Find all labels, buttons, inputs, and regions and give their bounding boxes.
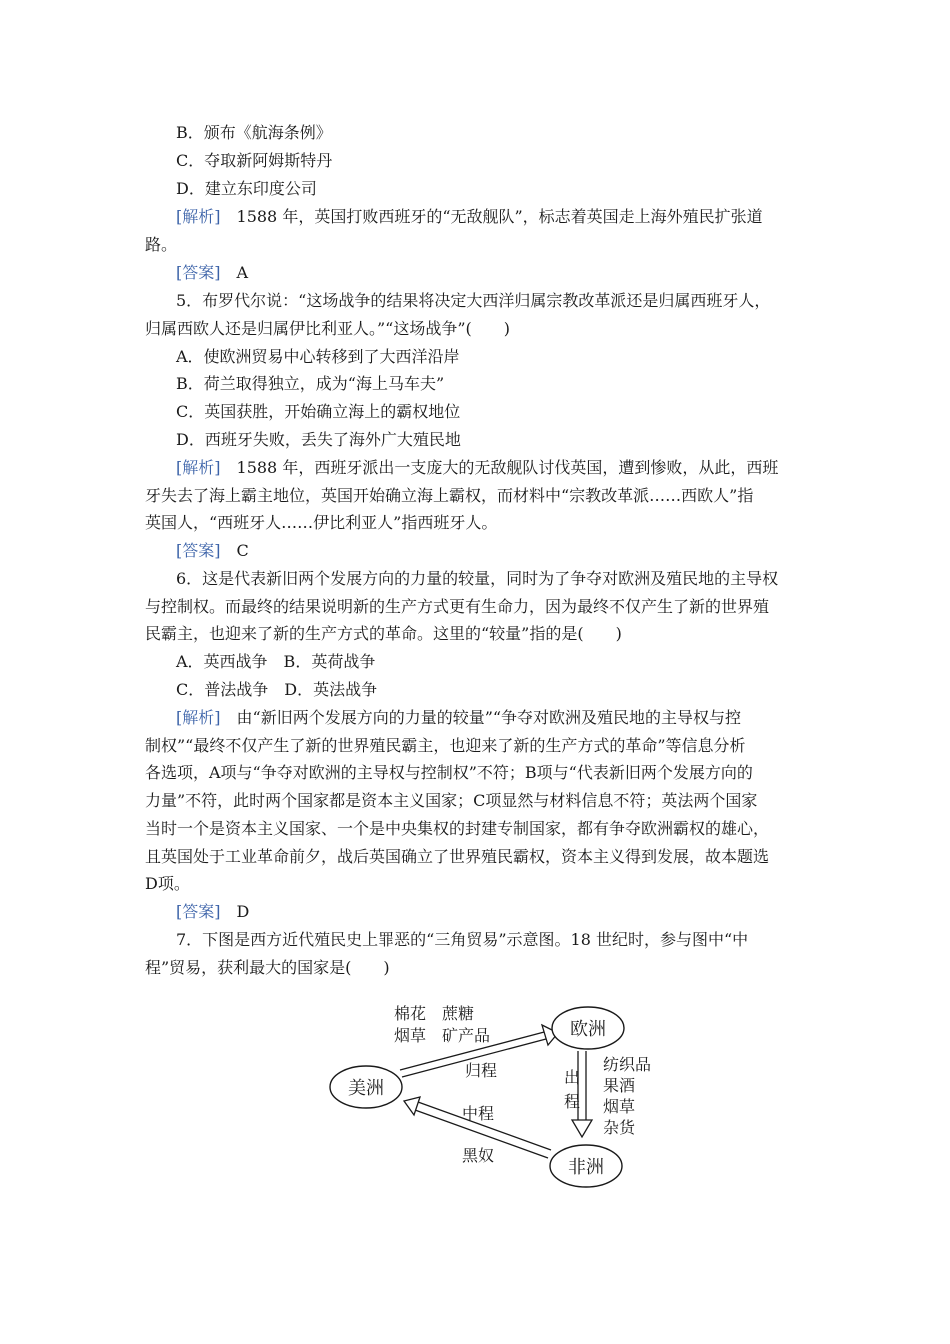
q6-answer [176, 902, 249, 922]
answer-tag: [答案] [176, 263, 221, 282]
return-route-label: 归程 [465, 1061, 498, 1080]
q7-stem-cont: 程”贸易，获利最大的国家是( ) [145, 958, 390, 977]
return-goods-line2: 烟草 矿产品 [394, 1026, 491, 1045]
q6-stem-cont: 民霸主，也迎来了新的生产方式的革命。这里的“较量”指的是( ) [145, 624, 622, 643]
q5-analysis-cont: 英国人，“西班牙人……伊比利亚人”指西班牙人。 [145, 513, 498, 532]
answer-tag: [答案] [176, 902, 221, 921]
q5-stem-cont: 归属西欧人还是归属伊比利亚人。”“这场战争”( ) [145, 319, 511, 338]
q5-analysis-text: 1588 年，西班牙派出一支庞大的无敌舰队讨伐英国，遭到惨败，从此，西班 [236, 458, 779, 477]
analysis-tag: [解析] [176, 708, 221, 727]
node-america [330, 1066, 402, 1108]
return-goods-line1: 棉花 蔗糖 [394, 1004, 475, 1023]
outbound-goods-4: 杂货 [603, 1118, 636, 1137]
q4-analysis-text: 1588 年，英国打败西班牙的“无敌舰队”，标志着英国走上海外殖民扩张道 [236, 207, 763, 226]
q6-analysis [176, 708, 741, 728]
node-europe-label: 欧洲 [570, 1019, 606, 1040]
q5-option-c: C．英国获胜，开始确立海上的霸权地位 [176, 402, 461, 421]
node-africa-label: 非洲 [568, 1157, 604, 1178]
q4-analysis [176, 207, 763, 227]
q5-analysis-cont: 牙失去了海上霸主地位，英国开始确立海上霸权，而材料中“宗教改革派……西欧人”指 [145, 486, 754, 505]
q4-option-d: D．建立东印度公司 [176, 179, 317, 198]
q6-options-ab: A．英西战争 B．英荷战争 [176, 652, 376, 671]
q4-answer-value: A [236, 263, 249, 282]
q7-stem: 7．下图是西方近代殖民史上罪恶的“三角贸易”示意图。18 世纪时，参与图中“中 [176, 930, 749, 949]
q6-answer-value: D [236, 902, 250, 921]
q6-options-cd: C．普法战争 D．英法战争 [176, 680, 378, 699]
q5-stem: 5．布罗代尔说：“这场战争的结果将决定大西洋归属宗教改革派还是归属西班牙人， [176, 291, 771, 310]
q6-analysis-cont: 当时一个是资本主义国家、一个是中央集权的封建专制国家，都有争夺欧洲霸权的雄心， [145, 819, 770, 838]
analysis-tag: [解析] [176, 207, 221, 226]
q6-stem: 6．这是代表新旧两个发展方向的力量的较量，同时为了争夺对欧洲及殖民地的主导权 [176, 569, 779, 588]
outbound-label-2: 程 [564, 1092, 581, 1111]
node-europe [552, 1007, 624, 1049]
outbound-label-1: 出 [564, 1068, 581, 1087]
q4-option-b: B．颁布《航海条例》 [176, 123, 332, 142]
q6-analysis-text: 由“新旧两个发展方向的力量的较量”“争夺对欧洲及殖民地的主导权与控 [236, 708, 742, 727]
q6-stem-cont: 与控制权。而最终的结果说明新的生产方式更有生命力，因为最终不仅产生了新的世界殖 [145, 597, 770, 616]
answer-tag: [答案] [176, 541, 221, 560]
q5-analysis [176, 458, 778, 478]
outbound-goods-3: 烟草 [603, 1097, 636, 1116]
q6-analysis-cont: D项。 [145, 874, 190, 893]
q6-analysis-cont: 且英国处于工业革命前夕，战后英国确立了世界殖民霸权，资本主义得到发展，故本题选 [145, 847, 770, 866]
outbound-goods-1: 纺织品 [603, 1055, 652, 1074]
q5-option-a: A．使欧洲贸易中心转移到了大西洋沿岸 [176, 347, 460, 366]
node-america-label: 美洲 [348, 1078, 384, 1099]
q6-analysis-cont: 各选项，A项与“争夺对欧洲的主导权与控制权”不符；B项与“代表新旧两个发展方向的 [145, 763, 753, 782]
middle-passage-goods: 黑奴 [462, 1146, 495, 1165]
q5-option-d: D．西班牙失败，丢失了海外广大殖民地 [176, 430, 461, 449]
q6-analysis-cont: 力量”不符，此时两个国家都是资本主义国家；C项显然与材料信息不符；英法两个国家 [145, 791, 758, 810]
q4-analysis-cont: 路。 [145, 235, 178, 254]
node-africa [550, 1145, 622, 1187]
q6-analysis-cont: 制权”“最终不仅产生了新的世界殖民霸主，也迎来了新的生产方式的革命”等信息分析 [145, 736, 746, 755]
q5-answer [176, 541, 249, 561]
analysis-tag: [解析] [176, 458, 221, 477]
q5-answer-value: C [236, 541, 249, 560]
middle-passage-label: 中程 [462, 1104, 495, 1123]
q4-option-c: C．夺取新阿姆斯特丹 [176, 151, 333, 170]
triangle-trade-diagram [320, 995, 680, 1195]
outbound-goods-2: 果酒 [603, 1076, 636, 1095]
q5-option-b: B．荷兰取得独立，成为“海上马车夫” [176, 374, 445, 393]
q4-answer [176, 263, 248, 283]
